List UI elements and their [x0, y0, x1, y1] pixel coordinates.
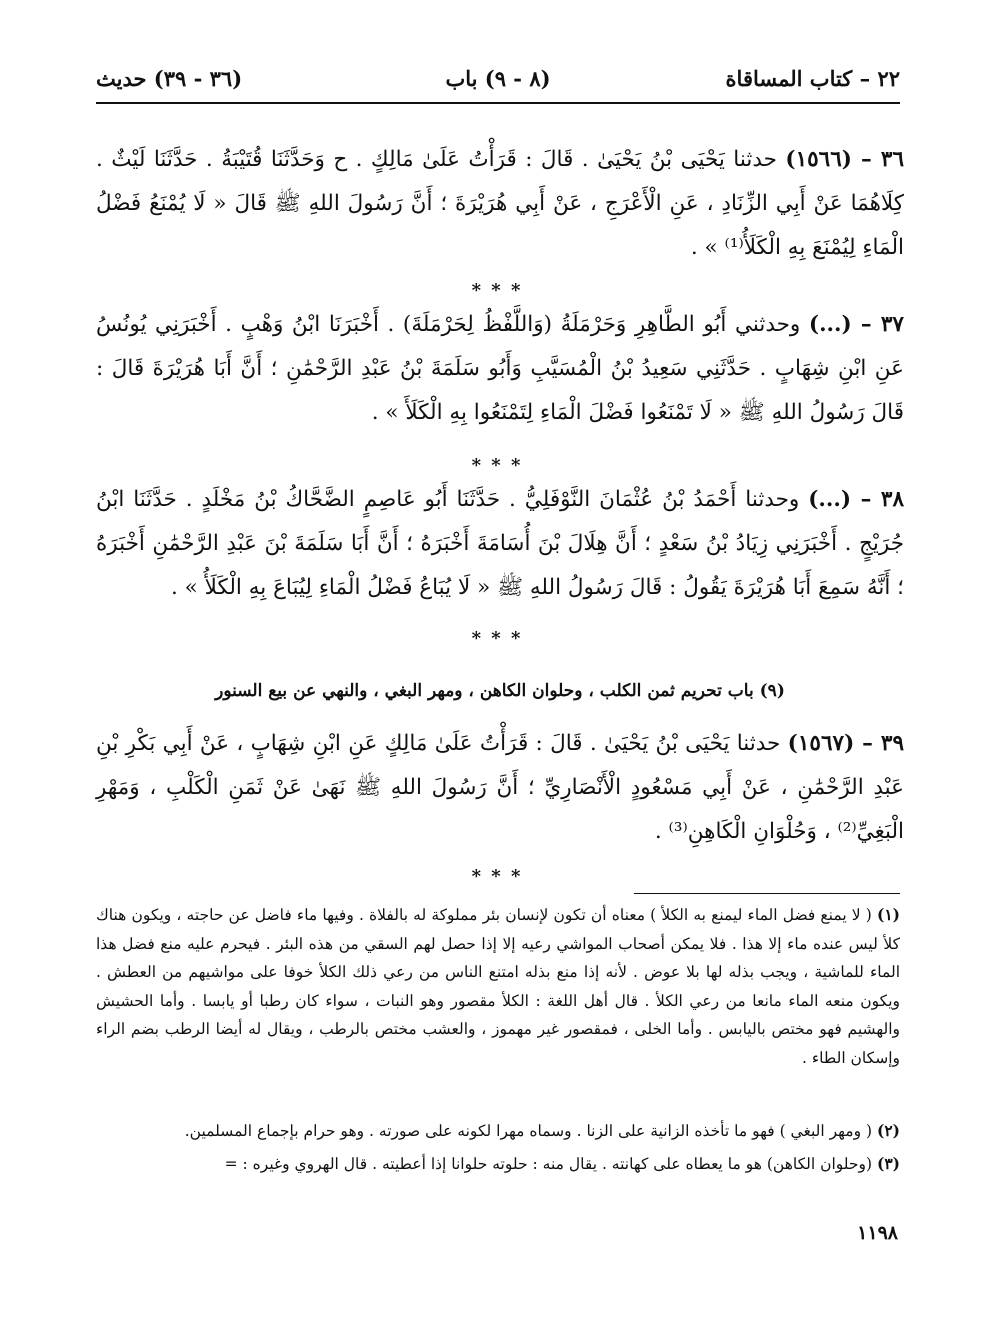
footnote-number: (٣)	[876, 1154, 900, 1173]
separator-stars: * * *	[471, 280, 523, 301]
footnote-divider	[634, 893, 900, 894]
hadith-range: (٣٦ - ٣٩) حديث	[96, 66, 243, 91]
hadith-text: حدثنا يَحْيَى بْنُ يَحْيَىٰ . قَالَ : قَرَأْتُ عَلَىٰ مَالِكٍ . ح وَحَدَّثَنَا قُتَيْبَةُ . حَدَّثَنَا لَيْثٌ . كِلَاهُمَا عَنْ أَبِي الزِّنَادِ ، عَنِ الْأَعْرَجِ ، عَنْ أَبِي هُرَيْرَةَ ؛ أَنَّ رَسُولَ اللهِ ﷺ قَالَ « لَا يُمْنَعُ فَضْلُ الْمَاءِ لِيُمْنَعَ بِهِ الْكَلَأُ⁽¹⁾ » .	[96, 147, 904, 260]
hadith-text: وحدثني أَبُو الطَّاهِرِ وَحَرْمَلَةُ (وَاللَّفْظُ لِحَرْمَلَةَ) . أَخْبَرَنَا ابْنُ وَهْبٍ . أَخْبَرَنِي يُونُسُ عَنِ ابْنِ شِهَابٍ . حَدَّثَنِي سَعِيدُ بْنُ الْمُسَيَّبِ وَأَبُو سَلَمَةَ بْنُ عَبْدِ الرَّحْمَٰنِ ؛ أَنَّ أَبَا هُرَيْرَةَ قَالَ : قَالَ رَسُولُ اللهِ ﷺ « لَا تَمْنَعُوا فَضْلَ الْمَاءِ لِتَمْنَعُوا بِهِ الْكَلَأَ » .	[96, 312, 904, 425]
hadith-number: ٣٩ – (١٥٦٧)	[787, 731, 904, 756]
running-header	[96, 62, 900, 100]
footnote-number: (١)	[876, 905, 900, 924]
footnote-text: ( لا يمنع فضل الماء ليمنع به الكلأ ) معناه أن تكون لإنسان بئر مملوكة له بالفلاة . وفيها ماء فاضل عن حاجته ، ويكون هناك كلأ ليس عنده ماء إلا هذا . فلا يمكن أصحاب المواشي رعيه إلا إذا حصل لهم السقي من هذه البئر . فيحرم عليه منع فضل هذا الماء للماشية ، ويجب بذله لها بلا عوض . لأنه إذا منع بذله امتنع الناس من رعي ذلك الكلأ خوفا على مواشيهم من العطش . ويكون منعه الماء مانعا من رعي الكلأ . قال أهل اللغة : الكلأ مقصور وهو النبات ، سواء كان رطبا أو يابسا . وأما الحشيش والهشيم فهو مختص باليابس . وأما الخلى ، فمقصور غير مهموز ، والعشب مختص بالرطب ، ويقال له أيضا الرطب بضم الراء وإسكان الطاء .	[96, 906, 900, 1067]
footnote-3	[96, 1150, 900, 1179]
footnote-number: (٢)	[876, 1121, 900, 1140]
hadith-37	[96, 303, 904, 435]
hadith-39	[96, 722, 904, 854]
hadith-36	[96, 138, 904, 270]
page-number: ١١٩٨	[857, 1222, 898, 1244]
separator-stars: * * *	[471, 866, 523, 887]
hadith-number: ٣٧ – (...)	[808, 312, 904, 337]
hadith-text: وحدثنا أَحْمَدُ بْنُ عُثْمَانَ النَّوْفَلِيُّ . حَدَّثَنَا أَبُو عَاصِمٍ الضَّحَّاكُ بْنُ مَخْلَدٍ . حَدَّثَنَا ابْنُ جُرَيْجٍ . أَخْبَرَنِي زِيَادُ بْنُ سَعْدٍ ؛ أَنَّ هِلَالَ بْنَ أُسَامَةَ أَخْبَرَهُ ؛ أَنَّ أَبَا سَلَمَةَ بْنَ عَبْدِ الرَّحْمَٰنِ أَخْبَرَهُ ؛ أَنَّهُ سَمِعَ أَبَا هُرَيْرَةَ يَقُولُ : قَالَ رَسُولُ اللهِ ﷺ « لَا يُبَاعُ فَضْلُ الْمَاءِ لِيُبَاعَ بِهِ الْكَلَأُ » .	[96, 487, 904, 600]
chapter-range: (٨ - ٩) باب	[445, 66, 551, 91]
header-divider	[96, 102, 900, 104]
footnote-text: (وحلوان الكاهن) هو ما يعطاه على كهانته . يقال منه : حلوته حلوانا إذا أعطيته . قال الهروي وغيره : =	[224, 1155, 873, 1173]
footnote-2	[96, 1117, 900, 1146]
hadith-number: ٣٦ – (١٥٦٦)	[785, 147, 904, 172]
hadith-number: ٣٨ – (...)	[808, 487, 904, 512]
hadith-38	[96, 478, 904, 610]
separator-stars: * * *	[471, 455, 523, 476]
footnote-text: ( ومهر البغي ) فهو ما تأخذه الزانية على الزنا . وسماه مهرا لكونه على صورته . وهو حرام بإجماع المسلمين.	[184, 1122, 873, 1140]
footnote-1	[96, 901, 900, 1072]
chapter-title: (٩) باب تحريم ثمن الكلب ، وحلوان الكاهن ، ومهر البغي ، والنهي عن بيع السنور	[215, 681, 785, 701]
book-title: ٢٢ – كتاب المساقاة	[725, 66, 900, 91]
separator-stars: * * *	[471, 628, 523, 649]
hadith-text: حدثنا يَحْيَى بْنُ يَحْيَىٰ . قَالَ : قَرَأْتُ عَلَىٰ مَالِكٍ عَنِ ابْنِ شِهَابٍ ، عَنْ أَبِي بَكْرِ بْنِ عَبْدِ الرَّحْمَٰنِ ، عَنْ أَبِي مَسْعُودٍ الْأَنْصَارِيِّ ؛ أَنَّ رَسُولَ اللهِ ﷺ نَهَىٰ عَنْ ثَمَنِ الْكَلْبِ ، وَمَهْرِ الْبَغِيِّ⁽²⁾ ، وَحُلْوَانِ الْكَاهِنِ⁽³⁾ .	[96, 731, 904, 844]
